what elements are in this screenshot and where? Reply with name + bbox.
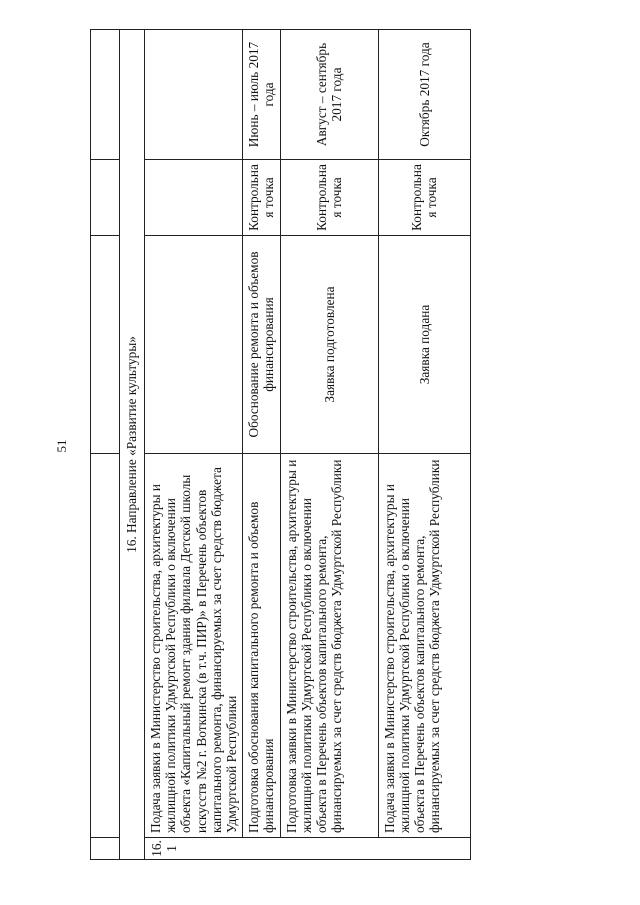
plan-table (90, 29, 471, 860)
blank-cell (91, 454, 120, 838)
table-row (378, 30, 470, 860)
blank-cell (91, 160, 120, 236)
page-number: 51 (54, 439, 69, 453)
period-cell: Октябрь 2017 года (378, 30, 470, 160)
event-cell: Подача заявки в Министерство строительства, архитектуры и жилищной политики Удмуртской Республики о включении объекта в Перечень объектов капитального ремонта, финансируемых за счет средств бюджета Удмуртской Республики (378, 454, 470, 838)
period-cell (145, 30, 243, 160)
event-cell: Подача заявки в Министерство строительства, архитектуры и жилищной политики Удмуртской Республики о включении объекта «Капитальный ремонт здания филиала Детской школы искусств №2 г. Воткинска (в т.ч. ПИР)» в Перечень объектов капитального ремонта, финансируемых за счет средств бюджета Удмуртской Республики (145, 454, 243, 838)
section-heading-row (120, 30, 145, 860)
table-row-blank (91, 30, 120, 860)
rotated-table-wrapper (90, 30, 468, 860)
table-row (145, 30, 243, 860)
result-cell: Заявка подана (378, 236, 470, 454)
section-title: 16. Направление «Развитие культуры» (120, 30, 145, 860)
blank-cell (91, 236, 120, 454)
period-cell: Июнь – июль 2017 года (243, 30, 280, 160)
row-number: 16.1 (145, 838, 471, 860)
period-cell: Август – сентябрь 2017 года (280, 30, 378, 160)
event-cell: Подготовка заявки в Министерство строительства, архитектуры и жилищной политики Удмуртской Республики о включении объекта в Перечень объектов капитального ремонта, финансируемых за счет средств бюджета Удмуртской Республики (280, 454, 378, 838)
table-row (280, 30, 378, 860)
result-cell (145, 236, 243, 454)
table-row (243, 30, 280, 860)
blank-cell (91, 30, 120, 160)
result-cell: Заявка подготовлена (280, 236, 378, 454)
result-cell: Обоснование ремонта и объемов финансирования (243, 236, 280, 454)
type-cell: Контрольная точка (243, 160, 280, 236)
blank-cell (91, 838, 120, 860)
type-cell: Контрольная точка (280, 160, 378, 236)
type-cell (145, 160, 243, 236)
type-cell: Контрольная точка (378, 160, 470, 236)
event-cell: Подготовка обоснования капитального ремонта и объемов финансирования (243, 454, 280, 838)
